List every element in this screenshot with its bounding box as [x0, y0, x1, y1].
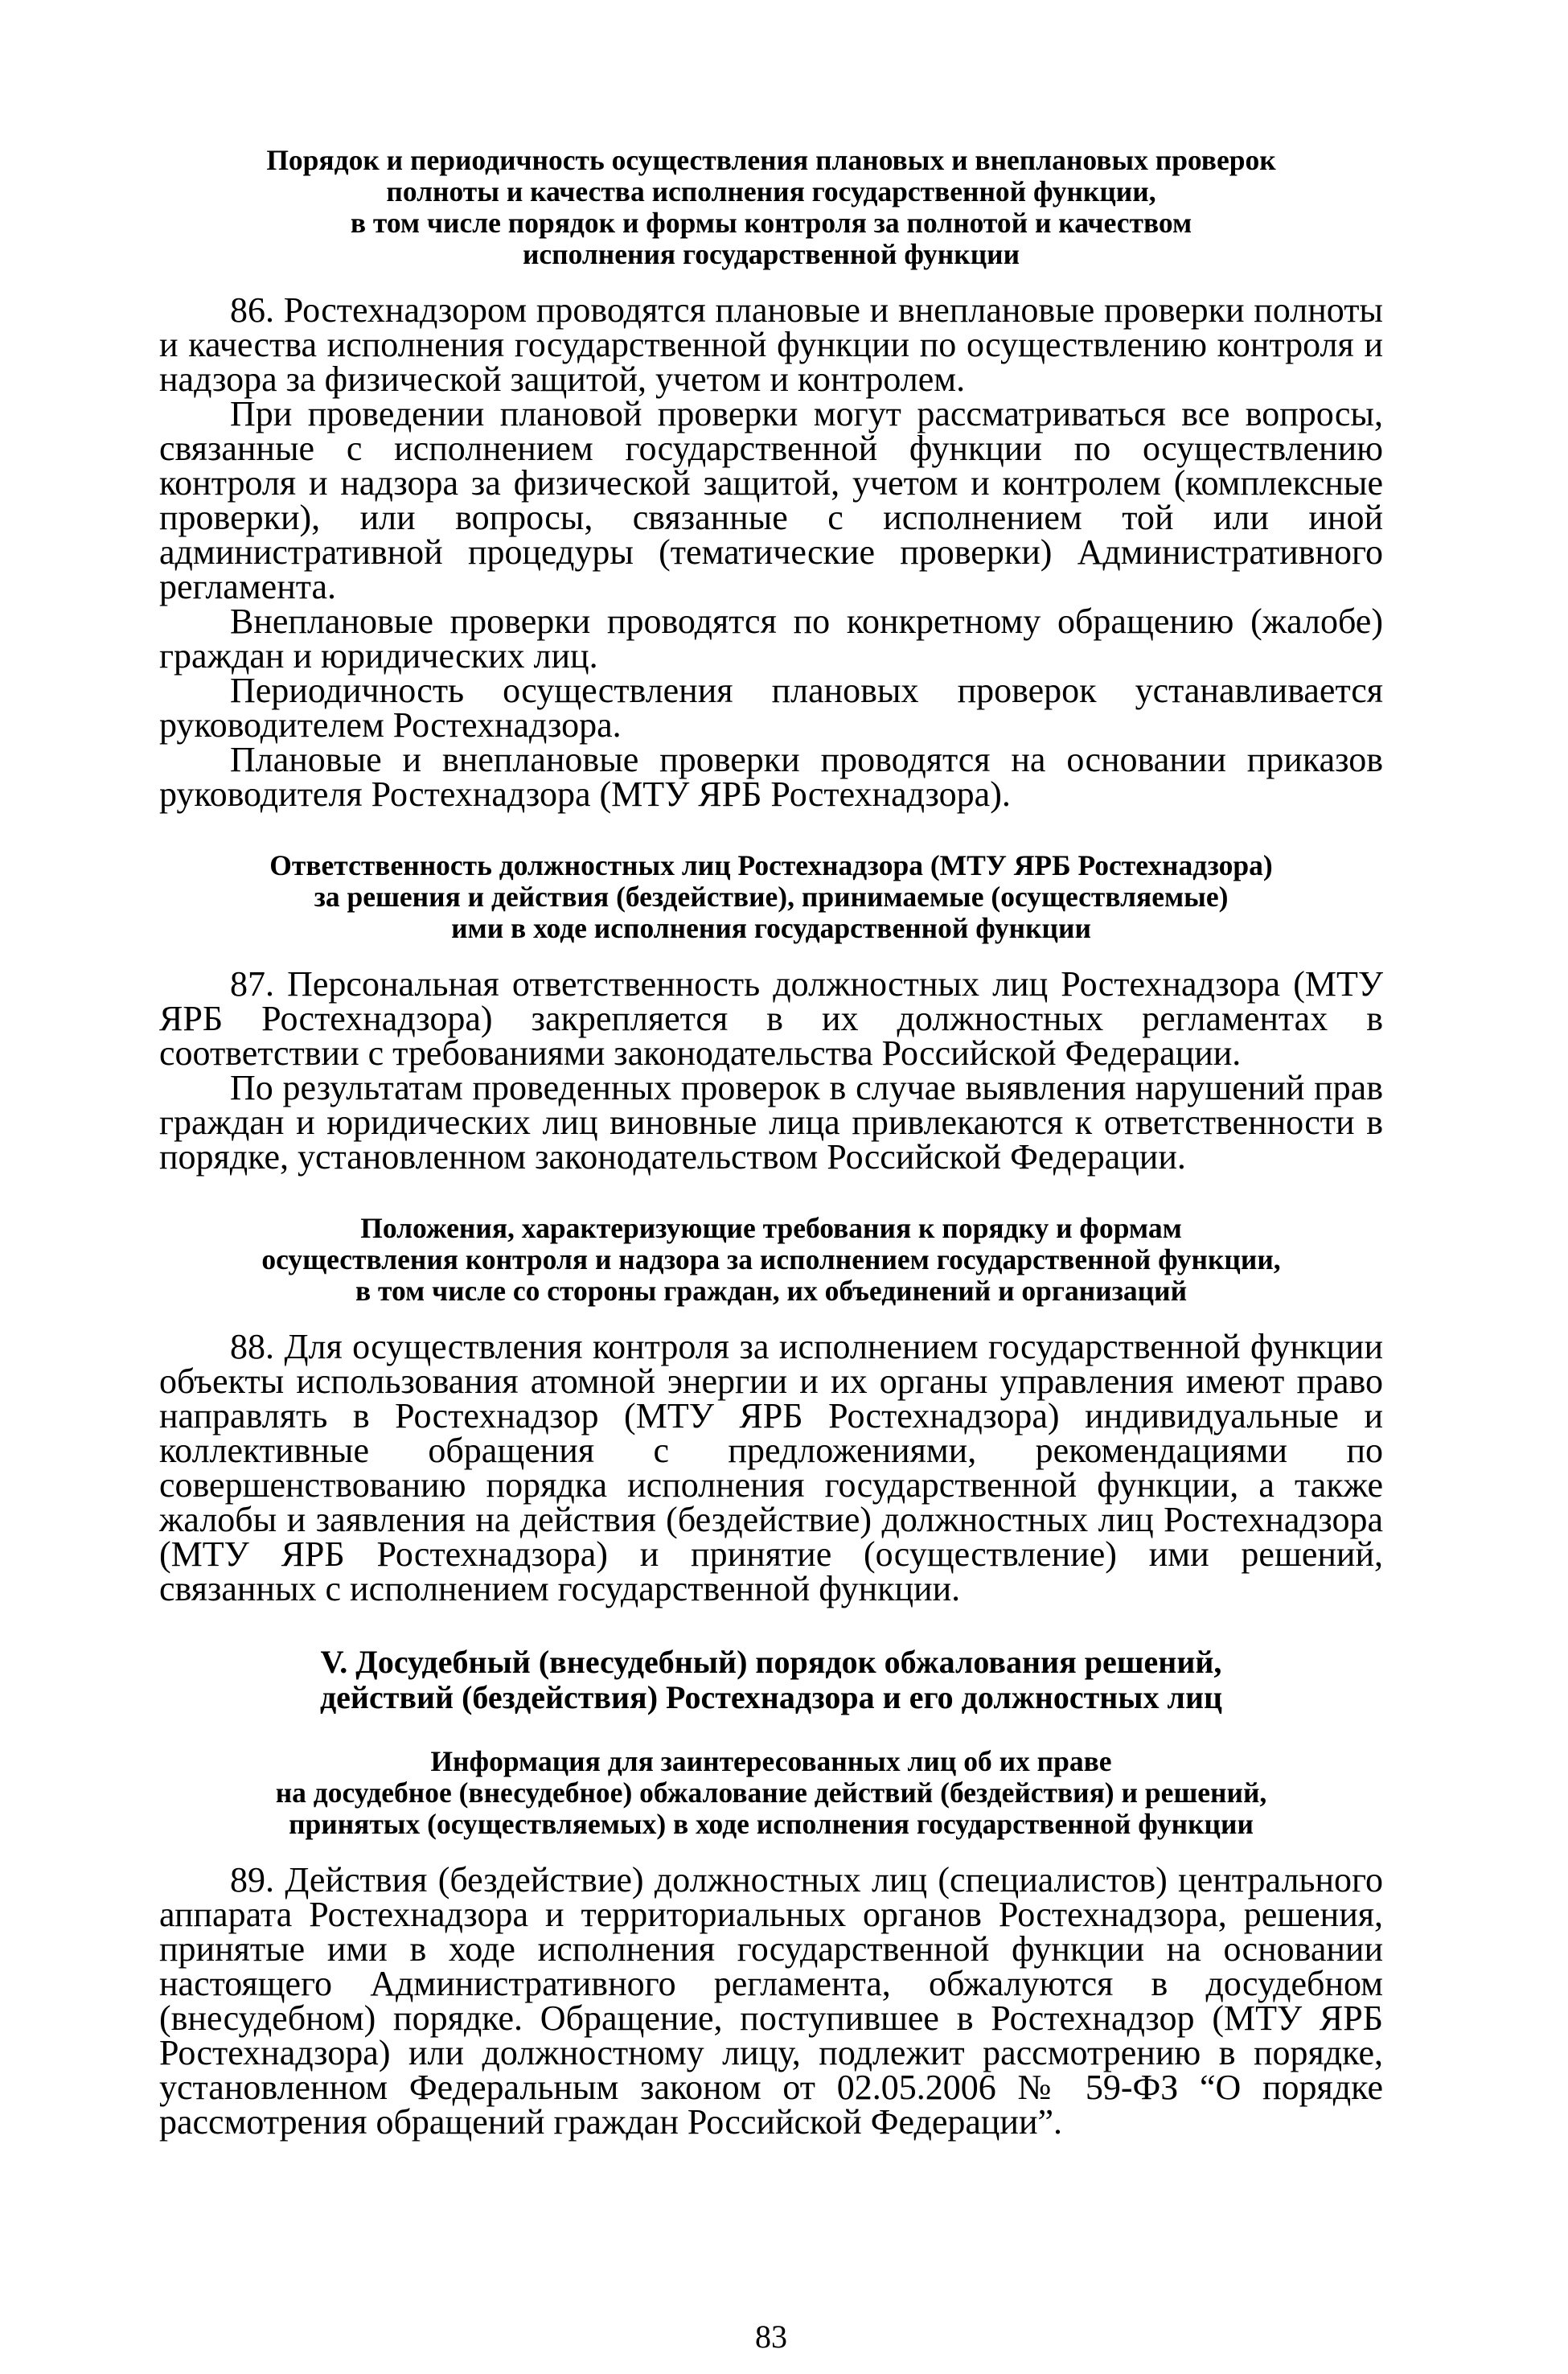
heading-section-v — [159, 1645, 1383, 1715]
heading-line: полноты и качества исполнения государственной функции, — [386, 175, 1156, 207]
document-page — [159, 144, 1383, 2355]
paragraph-87: 87. Персональная ответственность должностных лиц Ростехнадзора (МТУ ЯРБ Ростехнадзора) закрепляется в их должностных регламентах в соответствии с требованиями законодательства Российской Федерации. — [159, 964, 1383, 1073]
paragraph-87-results: По результатам проведенных проверок в случае выявления нарушений прав граждан и юридических лиц виновные лица привлекаются к ответственности в порядке, установленном законодательством Российской Федерации. — [159, 1068, 1383, 1177]
heading-line: Порядок и периодичность осуществления плановых и внеплановых проверок — [266, 144, 1276, 176]
heading-line: принятых (осуществляемых) в ходе исполнения государственной функции — [289, 1808, 1254, 1840]
paragraph-88: 88. Для осуществления контроля за исполнением государственной функции объекты использования атомной энергии и их органы управления имеют право направлять в Ростехнадзор (МТУ ЯРБ Ростехнадзора) индивидуальные и коллективные обращения с предложениями, рекомендациями по совершенствованию порядка исполнения государственной функции, а также жалобы и заявления на действия (бездействие) должностных лиц Ростехнадзора (МТУ ЯРБ Ростехнадзора) и принятие (осуществление) ими решений, связанных с исполнением государственной функции. — [159, 1327, 1383, 1608]
heading-line: в том числе порядок и формы контроля за полнотой и качеством — [350, 207, 1192, 239]
heading-line: V. Досудебный (внесудебный) порядок обжалования решений, — [320, 1644, 1222, 1680]
heading-line: за решения и действия (бездействие), принимаемые (осуществляемые) — [314, 881, 1229, 913]
paragraph-86-periodicity: Периодичность осуществления плановых проверок устанавливается руководителем Ростехнадзора. — [159, 671, 1383, 745]
heading-line: осуществления контроля и надзора за исполнением государственной функции, — [261, 1243, 1281, 1275]
heading-line: действий (бездействия) Ростехнадзора и его должностных лиц — [319, 1679, 1223, 1715]
heading-line: исполнения государственной функции — [522, 238, 1020, 270]
paragraph-86: 86. Ростехнадзором проводятся плановые и внеплановые проверки полноты и качества исполнения государственной функции по осуществлению контроля и надзора за физической защитой, учетом и контролем. — [159, 290, 1383, 399]
heading-line: Ответственность должностных лиц Ростехнадзора (МТУ ЯРБ Ростехнадзора) — [269, 849, 1273, 881]
paragraph-86-unplanned: Внеплановые проверки проводятся по конкретному обращению (жалобе) граждан и юридических лиц. — [159, 602, 1383, 676]
paragraph-89: 89. Действия (бездействие) должностных лиц (специалистов) центрального аппарата Ростехнадзора и территориальных органов Ростехнадзора, решения, принятые ими в ходе исполнения государственной функции на основании настоящего Административного регламента, обжалуются в досудебном (внесудебном) порядке. Обращение, поступившее в Ростехнадзор (МТУ ЯРБ Ростехнадзора) или должностному лицу, подлежит рассмотрению в порядке, установленном Федеральным законом от 02.05.2006 № 59-ФЗ “О порядке рассмотрения обращений граждан Российской Федерации”. — [159, 1860, 1383, 2142]
page-number: 83 — [755, 2319, 787, 2355]
heading-line: на досудебное (внесудебное) обжалование действий (бездействия) и решений, — [275, 1776, 1267, 1809]
heading-control-provisions — [159, 1213, 1383, 1307]
paragraph-86-planned: При проведении плановой проверки могут рассматриваться все вопросы, связанные с исполнением государственной функции по осуществлению контроля и надзора за физической защитой, учетом и контролем (комплексные проверки), или вопросы, связанные с исполнением той или иной административной процедуры (тематические проверки) Административного регламента. — [159, 394, 1383, 606]
heading-line: Информация для заинтересованных лиц об их праве — [430, 1745, 1112, 1777]
heading-line: Положения, характеризующие требования к порядку и формам — [360, 1212, 1182, 1244]
paragraph-86-orders: Плановые и внеплановые проверки проводятся на основании приказов руководителя Ростехнадзора (МТУ ЯРБ Ростехнадзора). — [159, 740, 1383, 814]
heading-line: в том числе со стороны граждан, их объединений и организаций — [355, 1275, 1188, 1307]
heading-line: ими в ходе исполнения государственной функции — [451, 912, 1091, 944]
heading-responsibility — [159, 850, 1383, 944]
heading-appeal-info — [159, 1746, 1383, 1840]
heading-inspections — [159, 145, 1383, 270]
